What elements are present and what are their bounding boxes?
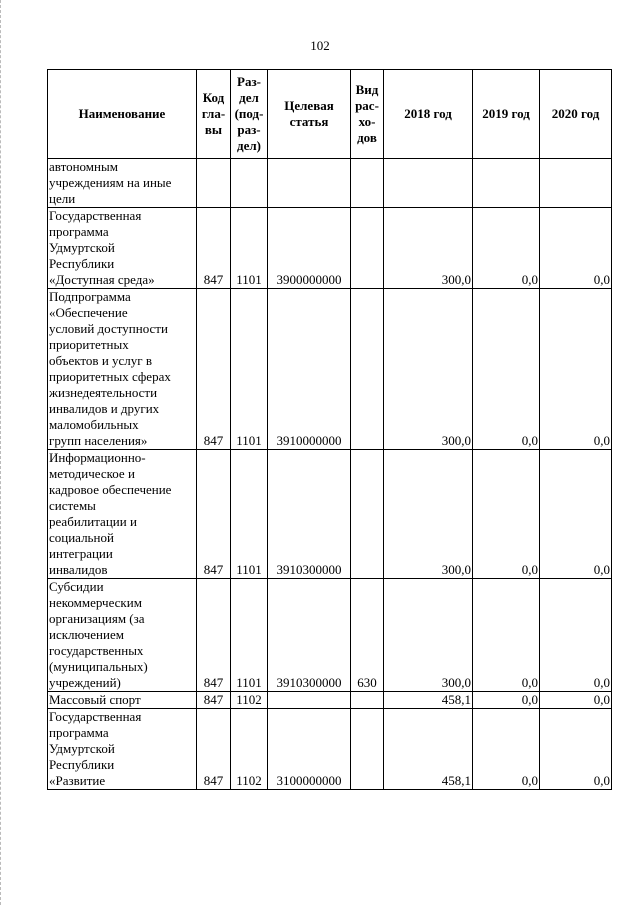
row-name-cell xyxy=(48,692,197,709)
table-row xyxy=(48,692,612,709)
table-row xyxy=(48,450,612,579)
value-2018-cell: 458,1 xyxy=(384,709,473,790)
value-2019-cell: 0,0 xyxy=(473,208,540,289)
value-2019-cell: 0,0 xyxy=(473,289,540,450)
row-name-line: интеграции xyxy=(49,546,113,561)
table-row xyxy=(48,709,612,790)
row-name-line: программа xyxy=(49,725,109,740)
header-target-line: статья xyxy=(289,114,329,129)
section-cell: 1101 xyxy=(231,450,268,579)
value-2019-cell: 0,0 xyxy=(473,709,540,790)
header-code-line: Код xyxy=(202,90,225,105)
row-name-line: (муниципальных) xyxy=(49,659,148,674)
row-name-line: приоритетных xyxy=(49,337,129,352)
row-name-line: Удмуртской xyxy=(49,240,115,255)
table-row xyxy=(48,579,612,692)
row-name-line: приоритетных сферах xyxy=(49,369,171,384)
expense-type-cell xyxy=(351,159,384,208)
row-name-cell xyxy=(48,289,197,450)
code-cell: 847 xyxy=(197,692,231,709)
header-code-line: вы xyxy=(204,122,223,137)
target-cell: 3900000000 xyxy=(268,208,351,289)
row-name-line: учреждений) xyxy=(49,675,121,690)
expense-type-cell xyxy=(351,289,384,450)
expense-type-cell xyxy=(351,692,384,709)
value-2019-cell: 0,0 xyxy=(473,692,540,709)
value-2018-cell: 300,0 xyxy=(384,289,473,450)
row-name-cell xyxy=(48,579,197,692)
row-name-line: Государственная xyxy=(49,208,142,223)
expense-type-cell: 630 xyxy=(351,579,384,692)
row-name-line: Республики xyxy=(49,757,115,772)
header-expense-line: хо- xyxy=(358,114,376,129)
value-2018-cell: 300,0 xyxy=(384,208,473,289)
table-row xyxy=(48,208,612,289)
expense-type-cell xyxy=(351,208,384,289)
page-number: 102 xyxy=(310,38,330,53)
value-2019-cell: 0,0 xyxy=(473,579,540,692)
header-row xyxy=(48,70,612,159)
header-section xyxy=(231,70,268,159)
header-section-line: (под- xyxy=(234,106,264,121)
row-name-cell xyxy=(48,208,197,289)
code-cell: 847 xyxy=(197,709,231,790)
value-2019-cell: 0,0 xyxy=(473,450,540,579)
row-name-cell xyxy=(48,450,197,579)
section-cell: 1101 xyxy=(231,289,268,450)
target-cell: 3910000000 xyxy=(268,289,351,450)
code-cell: 847 xyxy=(197,450,231,579)
code-cell: 847 xyxy=(197,289,231,450)
header-code xyxy=(197,70,231,159)
row-name-line: «Обеспечение xyxy=(49,305,128,320)
row-name-line: «Развитие xyxy=(49,773,106,788)
header-section-line: дел) xyxy=(237,138,261,153)
row-name-line: кадровое обеспечение xyxy=(49,482,172,497)
row-name-line: исключением xyxy=(49,627,124,642)
row-name-line: объектов и услуг в xyxy=(49,353,153,368)
value-2019-cell xyxy=(473,159,540,208)
table-row xyxy=(48,159,612,208)
row-name-line: групп населения» xyxy=(49,433,148,448)
row-name-line: реабилитации и xyxy=(49,514,137,529)
header-section-line: раз- xyxy=(237,122,261,137)
header-name: Наименование xyxy=(48,70,197,159)
header-expense-type xyxy=(351,70,384,159)
header-target-line: Целевая xyxy=(284,98,334,113)
table-row xyxy=(48,289,612,450)
header-code-line: гла- xyxy=(201,106,226,121)
row-name-line: организациям (за xyxy=(49,611,145,626)
section-cell: 1101 xyxy=(231,579,268,692)
row-name-line: государственных xyxy=(49,643,144,658)
section-cell: 1102 xyxy=(231,692,268,709)
header-section-line: дел xyxy=(239,90,259,105)
code-cell xyxy=(197,159,231,208)
row-name-line: инвалидов xyxy=(49,562,108,577)
value-2018-cell: 458,1 xyxy=(384,692,473,709)
row-name-line: системы xyxy=(49,498,96,513)
section-cell: 1101 xyxy=(231,208,268,289)
value-2020-cell: 0,0 xyxy=(540,579,612,692)
row-name-cell xyxy=(48,709,197,790)
row-name-line: программа xyxy=(49,224,109,239)
header-2019: 2019 год xyxy=(473,70,540,159)
row-name-line: Информационно- xyxy=(49,450,146,465)
row-name-line: Подпрограмма xyxy=(49,289,131,304)
expense-type-cell xyxy=(351,709,384,790)
value-2020-cell: 0,0 xyxy=(540,709,612,790)
row-name-line: жизнедеятельности xyxy=(49,385,158,400)
header-section-line: Раз- xyxy=(237,74,261,89)
row-name-line: учреждениям на иные xyxy=(49,175,172,190)
row-name-cell xyxy=(48,159,197,208)
code-cell: 847 xyxy=(197,208,231,289)
target-cell: 3910300000 xyxy=(268,450,351,579)
target-cell: 3100000000 xyxy=(268,709,351,790)
row-name-line: инвалидов и других xyxy=(49,401,160,416)
code-cell: 847 xyxy=(197,579,231,692)
row-name-line: социальной xyxy=(49,530,114,545)
value-2020-cell: 0,0 xyxy=(540,208,612,289)
row-name-line: условий доступности xyxy=(49,321,168,336)
section-cell xyxy=(231,159,268,208)
value-2020-cell xyxy=(540,159,612,208)
header-2018: 2018 год xyxy=(384,70,473,159)
row-name-line: цели xyxy=(49,191,76,206)
page-edge xyxy=(0,0,4,905)
expense-type-cell xyxy=(351,450,384,579)
target-cell: 3910300000 xyxy=(268,579,351,692)
row-name-line: некоммерческим xyxy=(49,595,142,610)
value-2018-cell: 300,0 xyxy=(384,579,473,692)
value-2018-cell xyxy=(384,159,473,208)
header-2020: 2020 год xyxy=(540,70,612,159)
row-name-line: Субсидии xyxy=(49,579,104,594)
budget-table xyxy=(47,69,612,790)
row-name-line: Удмуртской xyxy=(49,741,115,756)
row-name-line: Массовый спорт xyxy=(49,692,141,707)
row-name-line: «Доступная среда» xyxy=(49,272,155,287)
header-target xyxy=(268,70,351,159)
table-body xyxy=(48,159,612,790)
header-expense-line: рас- xyxy=(355,98,379,113)
row-name-line: автономным xyxy=(49,159,118,174)
row-name-line: Республики xyxy=(49,256,115,271)
value-2020-cell: 0,0 xyxy=(540,692,612,709)
row-name-line: методическое и xyxy=(49,466,135,481)
header-expense-line: Вид xyxy=(355,82,379,97)
row-name-line: Государственная xyxy=(49,709,142,724)
header-expense-line: дов xyxy=(357,130,377,145)
target-cell xyxy=(268,692,351,709)
value-2020-cell: 0,0 xyxy=(540,289,612,450)
value-2020-cell: 0,0 xyxy=(540,450,612,579)
section-cell: 1102 xyxy=(231,709,268,790)
row-name-line: маломобильных xyxy=(49,417,139,432)
value-2018-cell: 300,0 xyxy=(384,450,473,579)
target-cell xyxy=(268,159,351,208)
